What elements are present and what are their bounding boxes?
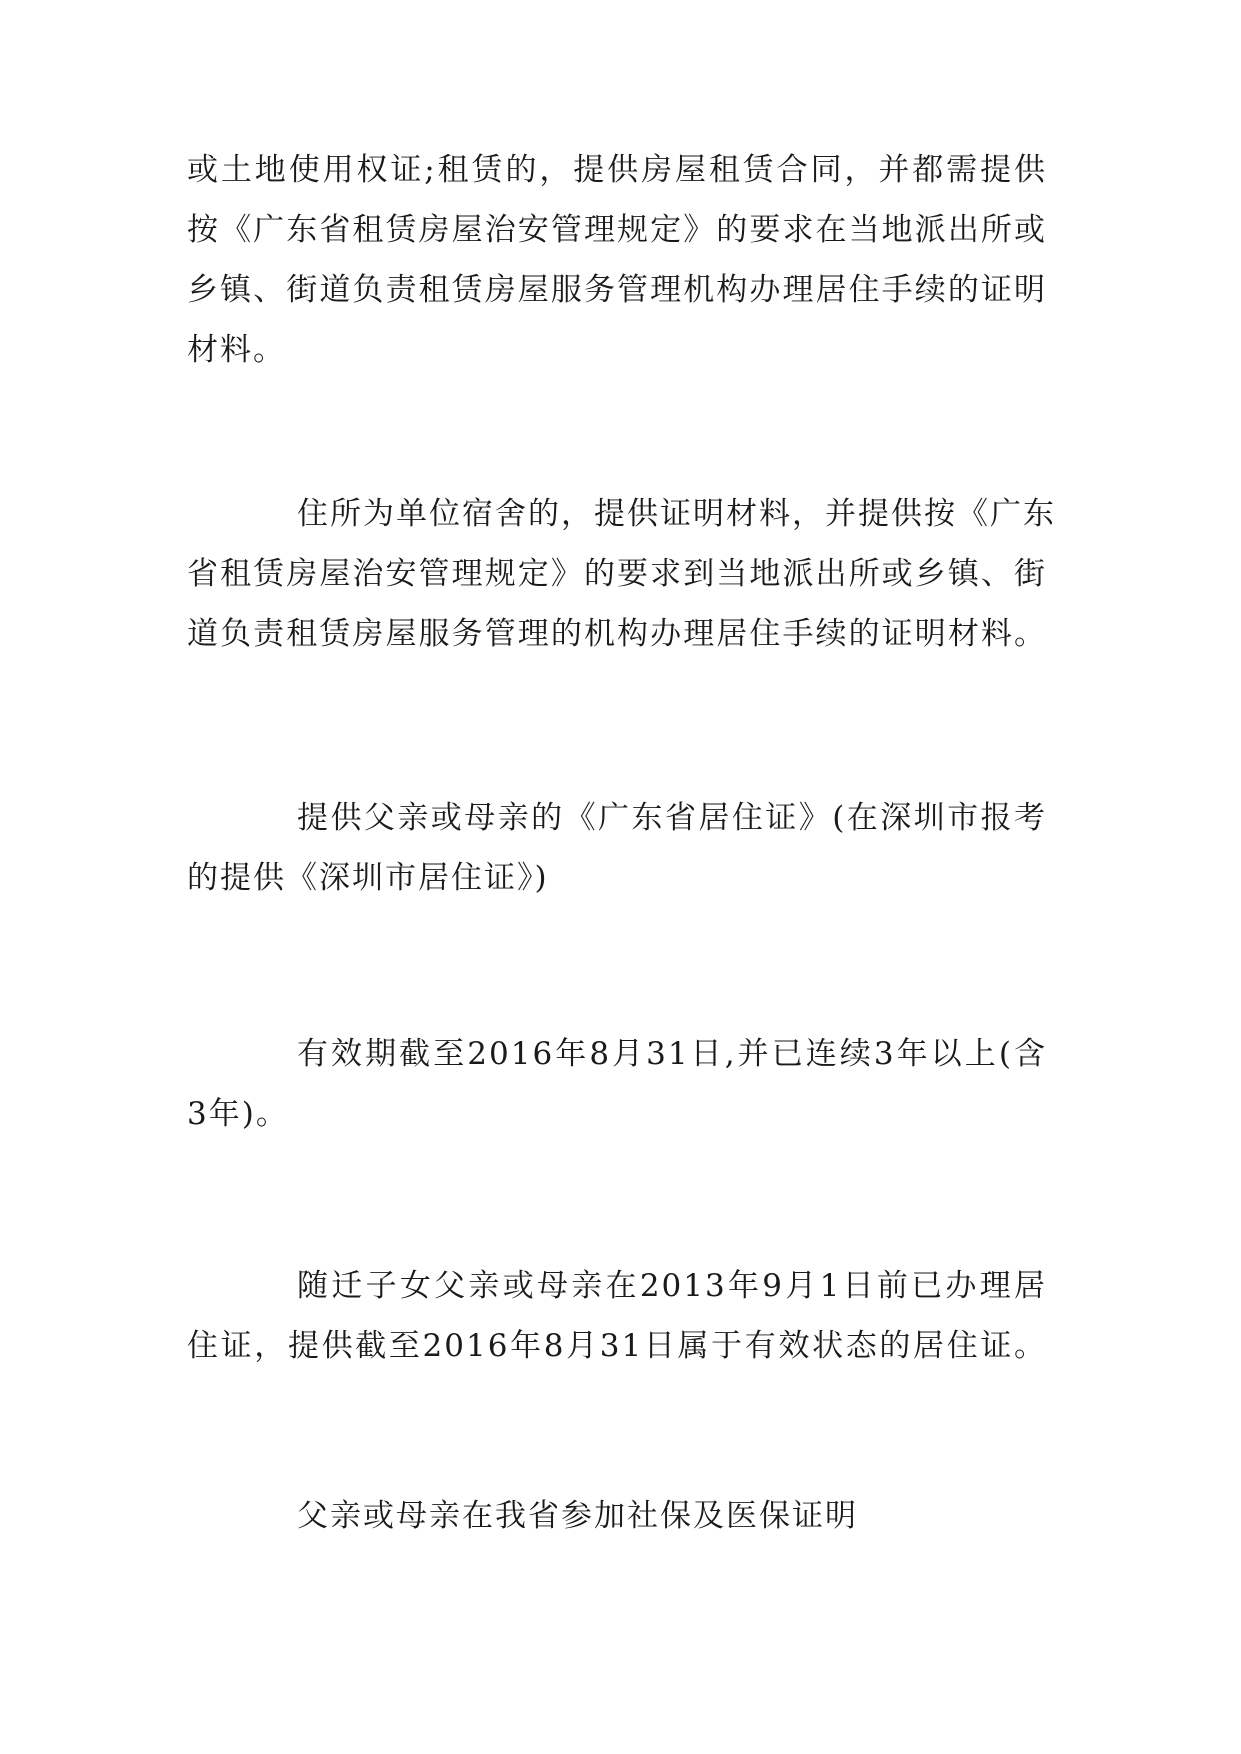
paragraph-line: 道负责租赁房屋服务管理的机构办理居住手续的证明材料。 (187, 616, 1047, 652)
paragraph-line: 住证，提供截至2016年8月31日属于有效状态的居住证。 (187, 1328, 1047, 1364)
paragraph-line: 提供父亲或母亲的《广东省居住证》(在深圳市报考 (297, 800, 1047, 836)
paragraph-line: 或土地使用权证;租赁的，提供房屋租赁合同，并都需提供 (187, 152, 1047, 188)
paragraph-line: 3年)。 (187, 1096, 289, 1132)
paragraph-line: 的提供《深圳市居住证》) (187, 860, 549, 896)
paragraph-line: 按《广东省租赁房屋治安管理规定》的要求在当地派出所或 (187, 212, 1047, 248)
paragraph-line: 省租赁房屋治安管理规定》的要求到当地派出所或乡镇、街 (187, 556, 1047, 592)
paragraph-line: 住所为单位宿舍的，提供证明材料，并提供按《广东 (297, 496, 1056, 532)
paragraph-line: 有效期截至2016年8月31日,并已连续3年以上(含 (297, 1036, 1047, 1072)
paragraph-line: 乡镇、街道负责租赁房屋服务管理机构办理居住手续的证明 (187, 272, 1047, 308)
paragraph-line: 材料。 (187, 332, 286, 368)
paragraph-line: 随迁子女父亲或母亲在2013年9月1日前已办理居 (297, 1268, 1047, 1304)
paragraph-line: 父亲或母亲在我省参加社保及医保证明 (297, 1498, 858, 1534)
